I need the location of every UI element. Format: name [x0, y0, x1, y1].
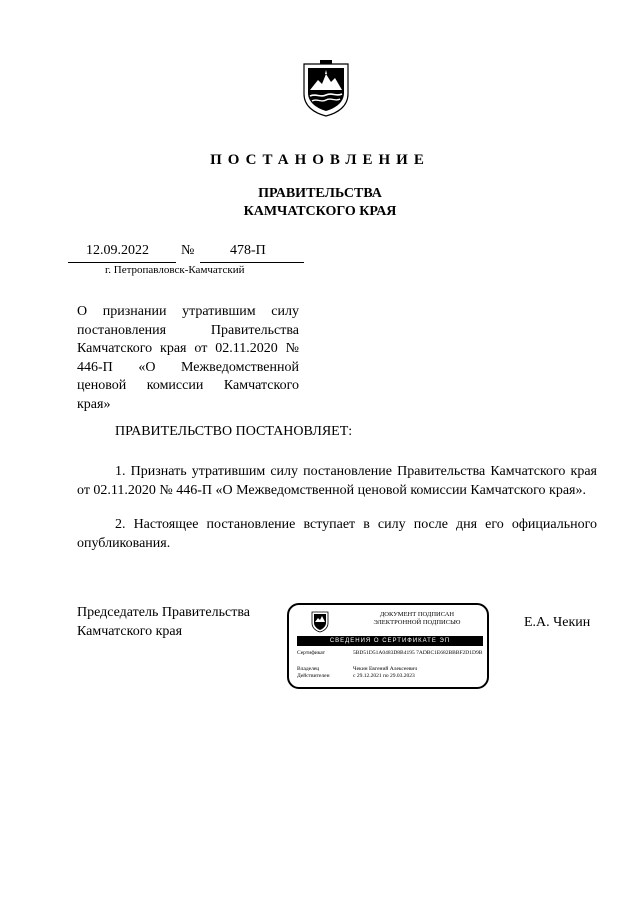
signer-position-line-1: Председатель Правительства [77, 605, 250, 620]
certificate-label: Сертификат [297, 650, 325, 656]
issuer-line-1: ПРАВИТЕЛЬСТВА [258, 186, 382, 201]
number-underline [200, 262, 304, 263]
signer-position-line-2: Камчатского края [77, 623, 183, 639]
issuer-line-2: КАМЧАТСКОГО КРАЯ [243, 204, 397, 219]
owner-value: Чекин Евгений Алексеевич [353, 666, 418, 672]
number-sign: № [181, 243, 195, 258]
stamp-emblem-icon [311, 611, 329, 633]
validity-label: Действителен [297, 673, 330, 679]
document-type-title: ПОСТАНОВЛЕНИЕ [210, 152, 430, 168]
decree-item-2: 2. Настоящее постановление вступает в силу после дня его официального опубликования. [77, 517, 597, 551]
document-date: 12.09.2022 [86, 243, 149, 258]
stamp-header-line-1: ДОКУМЕНТ ПОДПИСАН [379, 611, 455, 618]
stamp-header [347, 611, 487, 627]
signer-position [77, 604, 250, 641]
signer-name: Е.А. Чекин [524, 615, 591, 630]
document-subject: О признании утратившим силу постановления Правительства Камчатского края от 02.11.2020 № 446-П «О Межведомственной ценовой комиссии Камчатского края» [77, 304, 299, 412]
coat-of-arms-emblem [300, 60, 352, 118]
place-of-issue: г. Петропавловск-Камчатский [105, 264, 245, 276]
owner-label: Владелец [297, 666, 320, 672]
stamp-certificate-bar: СВЕДЕНИЯ О СЕРТИФИКАТЕ ЭП [297, 636, 483, 646]
electronic-signature-stamp [287, 603, 489, 689]
certificate-value: 5BD51D51A0483D8B4195 7ADBC1E682BBBF2D1D9B [353, 650, 483, 656]
date-underline [68, 262, 176, 263]
decree-item-1: 1. Признать утратившим силу постановление Правительства Камчатского края от 02.11.2020 № 446-П «О Межведомственной ценовой комиссии Камчатского края». [77, 464, 597, 498]
stamp-header-line-2: ЭЛЕКТРОННОЙ ПОДПИСЬЮ [373, 619, 461, 626]
decree-statement: ПРАВИТЕЛЬСТВО ПОСТАНОВЛЯЕТ: [115, 424, 353, 439]
validity-value: с 29.12.2021 по 29.03.2023 [353, 673, 415, 679]
document-number: 478-П [230, 243, 266, 258]
